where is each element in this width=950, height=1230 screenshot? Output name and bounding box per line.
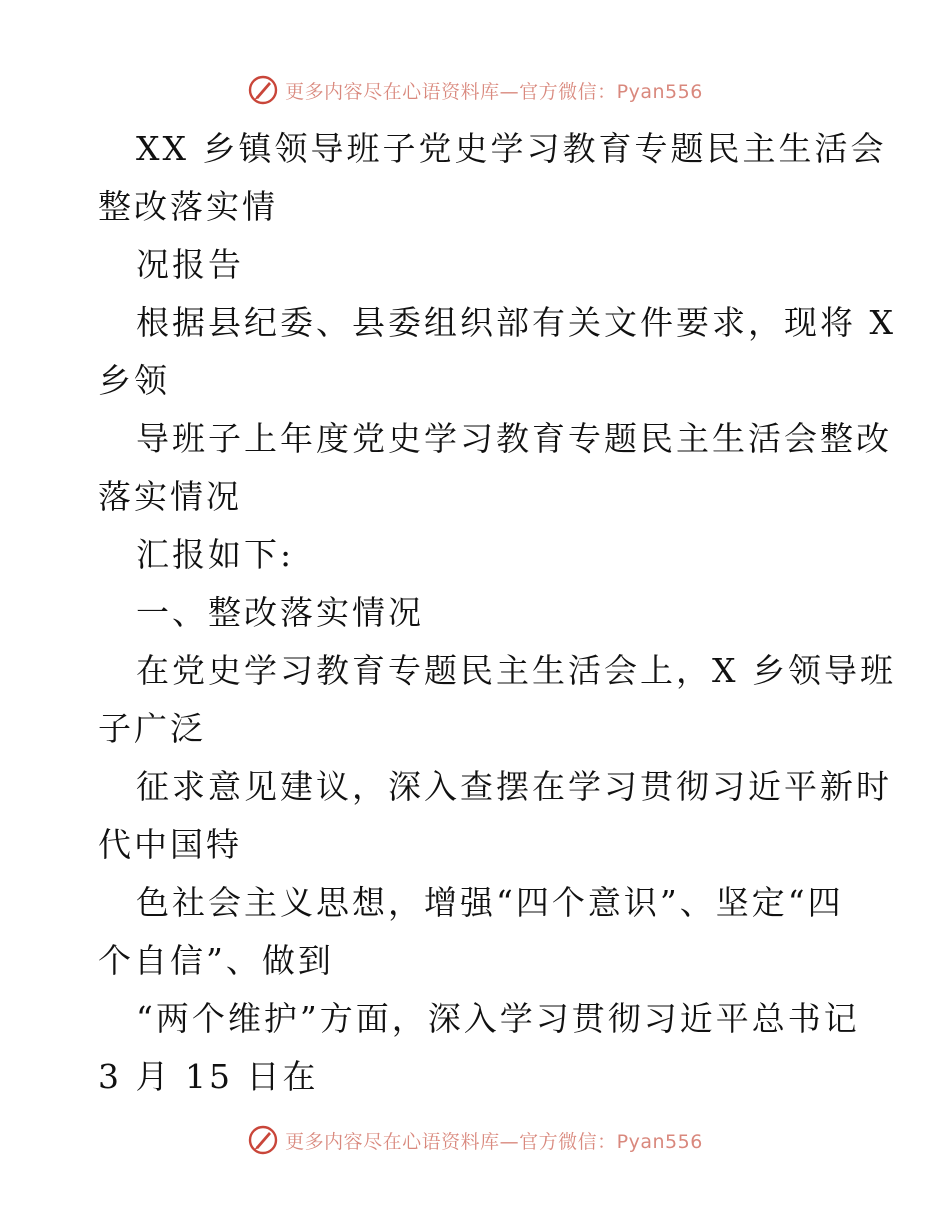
paragraph-line: 个自信”、做到 [98,941,334,980]
paragraph-line: 根据县纪委、县委组织部有关文件要求，现将 X [136,303,896,342]
watermark-text: 更多内容尽在心语资料库—官方微信：Pyan556 [285,1130,703,1153]
watermark-header [0,70,950,110]
document-body [98,120,896,1106]
title-line-3: 况报告 [136,245,244,284]
paragraph-line: 在党史学习教育专题民主生活会上，X 乡领导班 [136,651,896,690]
paragraph-line: 导班子上年度党史学习教育专题民主生活会整改 [136,419,892,458]
quill-pen-logo-icon [247,1124,279,1156]
paragraph-line: 代中国特 [98,825,242,864]
paragraph-line: “两个维护”方面，深入学习贯彻习近平总书记 [136,999,860,1038]
watermark-footer [0,1120,950,1160]
paragraph-line: 3 月 15 日在 [98,1057,319,1096]
section-heading: 一、整改落实情况 [136,593,424,632]
paragraph-line: 落实情况 [98,477,242,516]
paragraph-line: 征求意见建议，深入查摆在学习贯彻习近平新时 [136,767,892,806]
paragraph-line: 子广泛 [98,709,206,748]
title-line-1: XX 乡镇领导班子党史学习教育专题民主生活会 [136,129,887,168]
title-line-2: 整改落实情 [98,187,278,226]
watermark-text: 更多内容尽在心语资料库—官方微信：Pyan556 [285,80,703,103]
paragraph-line: 乡领 [98,361,170,400]
paragraph-line: 汇报如下: [136,535,295,574]
paragraph-line: 色社会主义思想，增强“四个意识”、坚定“四 [136,883,844,922]
quill-pen-logo-icon [247,74,279,106]
